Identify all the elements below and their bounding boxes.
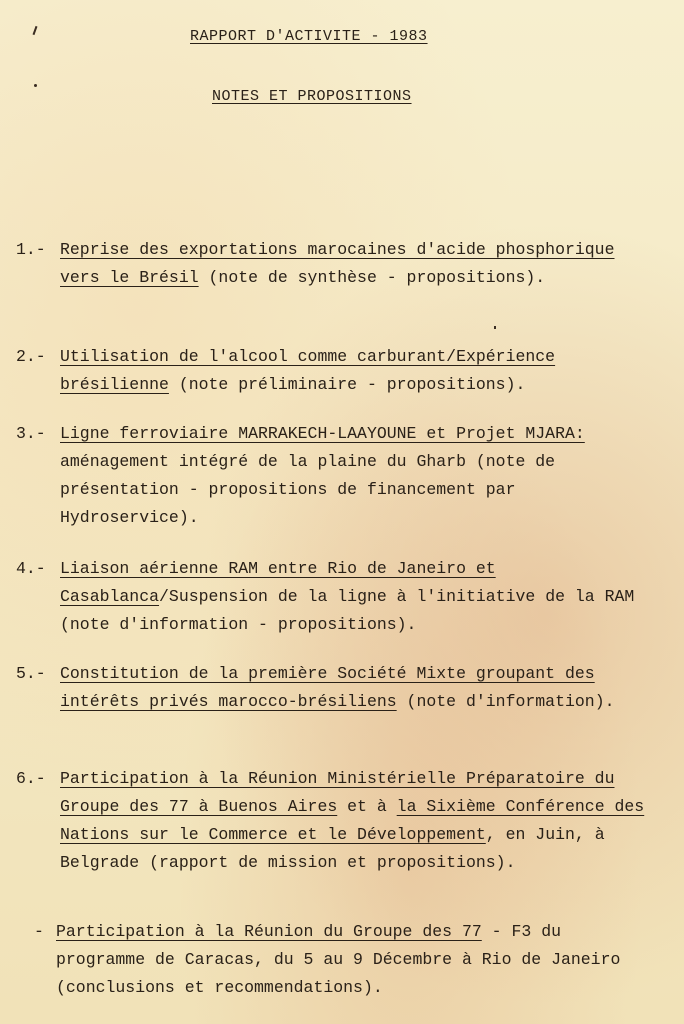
item-subject: Reprise des exportations marocaines d'acide phosphorique vers le Brésil (60, 240, 615, 287)
item-subject: Participation à la Réunion Ministérielle Préparatoire du Groupe des 77 à Buenos Aires (60, 769, 615, 816)
list-subitem (16, 918, 646, 1002)
stray-dot (34, 84, 37, 87)
report-title: RAPPORT D'ACTIVITE - 1983 (190, 28, 428, 45)
list-item (16, 420, 646, 532)
item-number: 2.- (16, 347, 46, 366)
item-bullet: - (34, 922, 44, 941)
item-number: 6.- (16, 769, 46, 788)
item-number: 4.- (16, 559, 46, 578)
item-description: (note de synthèse - propositions). (198, 268, 546, 287)
list-item (16, 555, 646, 639)
item-subject: Liaison aérienne RAM entre Rio de Janeiro et Casablanca (60, 559, 496, 606)
item-description: , en Juin, à Belgrade (rapport de mission et propositions). (60, 825, 605, 872)
item-description: - F3 du programme de Caracas, du 5 au 9 Décembre à Rio de Janeiro (conclusions et recommendations). (56, 922, 621, 997)
list-item (16, 765, 646, 877)
item-description: (note d'information). (396, 692, 615, 711)
item-description: /Suspension de la ligne à l'initiative de la RAM (note d'information - propositions). (60, 587, 635, 634)
list-item (16, 660, 646, 716)
item-subject-secondary: la Sixième Conférence des Nations sur le Commerce et le Développement (60, 797, 645, 844)
item-number: 5.- (16, 664, 46, 683)
stray-mark (33, 26, 38, 35)
list-item (16, 236, 646, 292)
item-description: (note préliminaire - propositions). (168, 375, 526, 394)
item-description: aménagement intégré de la plaine du Gharb (note de présentation - propositions de financement par Hydroservice). (60, 452, 556, 527)
item-subject: Participation à la Réunion du Groupe des 77 (56, 922, 482, 941)
notes-title: NOTES ET PROPOSITIONS (212, 88, 412, 105)
item-number: 1.- (16, 240, 46, 259)
item-subject: Utilisation de l'alcool comme carburant/Expérience brésilienne (60, 347, 556, 394)
item-connector: et à (337, 797, 397, 816)
stray-dot (494, 326, 496, 329)
list-item (16, 343, 646, 399)
item-subject: Ligne ferroviaire MARRAKECH-LAAYOUNE et Projet MJARA: (60, 424, 585, 443)
item-subject: Constitution de la première Société Mixte groupant des intérêts privés marocco-brésiliens (60, 664, 595, 711)
item-number: 3.- (16, 424, 46, 443)
